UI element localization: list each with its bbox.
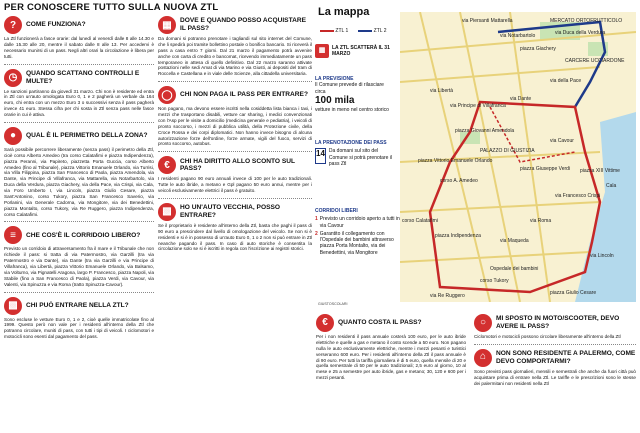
faq-question: CHE COS'È IL CORRIDOIO LIBERO? xyxy=(26,231,141,239)
faq-answer: I residenti pagano 90 euro annuali invece di 100 per le auto tradizionali. Tutte le auto ibride, a metano e Gpl pagano 50 euro annui, mentre per i veicoli esclusivamente elettrici il pass è gratuito. xyxy=(158,176,312,193)
corridors-title: CORRIDOI LIBERI xyxy=(315,208,358,214)
faq-item xyxy=(4,297,154,341)
faq-answer: Se il proprietario è residente all'interno della Ztl, basta che paghi il pass di 90 euro a prescindere dal livello di omologazione del veicolo. Se non si è residenti e si è in possesso di un'auto Euro 0, 1 o 2 non si può entrare in Ztl neanche pagando il pass. In caso di auto storiche è consentita la circolazione solo se si è iscritti in regola con l'iscrizione ai registri storici. xyxy=(158,222,312,252)
booking-callout xyxy=(315,140,395,167)
faq-question: HO UN'AUTO VECCHIA, POSSO ENTRARE? xyxy=(180,204,280,219)
map-label: piazza Vittorio Emanuele Orlando xyxy=(418,158,493,164)
faq-item xyxy=(4,127,154,218)
map-label: CARCERE UCCIARDONE xyxy=(565,58,625,64)
map-label: via Roma xyxy=(530,218,552,224)
faq-question: COME FUNZIONA? xyxy=(26,21,86,29)
faq-item xyxy=(158,156,312,194)
map-label: piazza Indipendenza xyxy=(435,233,481,239)
map-title: La mappa xyxy=(318,6,370,18)
map-label: piazza Giovanni Amendola xyxy=(455,128,515,134)
car-old-icon: ▩ xyxy=(158,203,176,221)
faq-item xyxy=(474,314,636,340)
map-label: Ospedale dei bambini xyxy=(490,266,539,272)
map-label: piazza XIII Vittime xyxy=(580,168,620,174)
credit: GIUSTOSCOLARI xyxy=(318,302,348,306)
map-label: piazza Giuseppe Verdi xyxy=(520,166,571,172)
faq-item xyxy=(474,349,636,387)
faq-answer: Ciclomotori e motocicli possono circolare liberamente all'interno della Ztl xyxy=(474,334,621,339)
faq-item xyxy=(4,226,154,287)
map-label: Cala xyxy=(606,183,617,189)
map-label: MERCATO ORTOFRUTTICOLO xyxy=(550,18,623,24)
faq-question: QUAL È IL PERIMETRO DELLA ZONA? xyxy=(26,132,148,140)
map-legend xyxy=(320,28,387,34)
map-label: corso A. Amedeo xyxy=(440,178,478,184)
map-label: via Dante xyxy=(510,96,532,102)
car-icon: ▩ xyxy=(4,297,22,315)
faq-item xyxy=(158,203,312,252)
faq-item xyxy=(158,16,312,77)
city-map xyxy=(400,12,636,302)
faq-question: DOVE E QUANDO POSSO ACQUISTARE IL PASS? xyxy=(180,17,307,32)
calendar-icon: ▦ xyxy=(315,44,329,58)
faq-answer: Sono escluse le vetture Euro 0, 1 e 2, cioè quelle immatricolate fino al 1999. Questo però non vale per i residenti all'interno della Ztl che potranno circolare, muniti di pass, con tutti i tipi di veicoli. I ciclomotori e motocicli sono esenti dal pagamento del pass. xyxy=(4,316,154,340)
map-label: via Duca della Verdura xyxy=(555,30,606,36)
faq-answer: Le sanzioni partiranno da giovedì 31 marzo. Chi non è residente ed entra in Ztl con un'auto omologata Euro 0, 1 e 2 pagherà un verbale da 164 euro, chi entra con un mezzo Euro 3 o successivi senza il pass pagherà invece 41 euro. Stessa cifra per chi sosta in Ztl senza pass nelle fasce orarie in cui è attiva. xyxy=(4,88,154,117)
forecast-value: 100 mila xyxy=(315,94,355,106)
home-icon: ⌂ xyxy=(474,349,492,367)
faq-answer: Non pagano, ma devono essere iscritti nella cosiddetta lista bianca i taxi, i mezzi che trasportano disabili, vetture car sharing, i medici convenzionati con l'Asp per le visite a domicilio (medicina generale e pediatria), i veicoli di pronto soccorso, i mezzi di pubblica utilità, della Protezione civile, della Croce Rossa e dei corpi diplomatici. Non hanno invece bisogno di alcuna autorizzazione forze dell'ordine, forze armate, vigili del fuoco, servizi di pronto soccorso, autobus. xyxy=(158,106,312,147)
faq-answer: Sarà possibile percorrere liberamente (senza pass) il perimetro della Ztl, cioè corso Alberto Amedeo (tra corso Calatafimi e piazza Indipendenza), piazza Peranni, via Papireto, piazzetta Porta Guccia, corso Alberto Amedeo (fino al Tribunale), piazza Vittorio Emanuele Orlando, via Turrisi, via Villa Filippina, piazza San Francesco di Paola, piazza Amendola, via Dante, via Principe di Villafranca, via Mattarella, via Notarbartolo, via Duca della Verdura, piazza Giachery, via della Pace, via Crispi, via Cala, via Foro Umberto I, via Lincoln, piazza Giulio Cesare, piazza Sant'Antonino, corso Tukory, piazza San Francesco Saverio, via Porlanini, via Generale Cadorna, via Mongitore, via dei Benedettini, piazza Montalto, corso Tukory, via Re Ruggero, piazza Indipendenza, corso Calatafimi. xyxy=(4,146,154,217)
faq-answer: La Ztl funzionerà a fasce orarie: dal lunedì al venerdì dalle 8 alle 14.30 e dalle 15.30 alle 20, mentre il sabato dalle 8 alle 13. Per accedervi è necessario munirsi di un pass. Negli altri orari la circolazione è libera per tutti. xyxy=(4,36,154,59)
map-label: via Notarbartolo xyxy=(500,33,536,39)
euro-icon: € xyxy=(158,156,176,174)
faq-question: CHI NON PAGA IL PASS PER ENTRARE? xyxy=(180,91,308,99)
map-pin-icon: ● xyxy=(4,127,22,145)
corridor-2: Garantito il collegamento con l'Ospedale dei bambini attraverso piazza Porta Montalto, via dei Benedettini, via Mongitore xyxy=(319,230,394,256)
faq-item xyxy=(4,69,154,118)
faq-question: CHI HA DIRITTO ALLO SCONTO SUL PASS? xyxy=(180,157,295,173)
map-label: via della Pace xyxy=(550,78,582,84)
middle-column xyxy=(158,12,312,432)
booking-day: 14 xyxy=(315,148,326,164)
map-label: piazza Giulio Cesare xyxy=(550,290,597,296)
forecast-text: Il Comune prevede di rilasciare circa xyxy=(315,82,384,95)
faq-answer: Da domani si potranno prenotare i tagliandi sul sito internet del Comune, che li spedirà poi tramite bollettino postale o bonifico bancario. Si riceverà il pass a casa entro 7 giorni. Dal 21 marzo il pagamento potrà avvenire anche con carta di credito e bancomat, ricevendo immediatamente un pass temporaneo in attesa di quello definitivo. Dal 22 marzo saranno attivate postazioni nelle sedi Amat di via Marino e via Giusti, ai depositi del tram di Roccella e Castellana e in viale delle Scienze, alla cittadella universitaria. xyxy=(158,36,312,77)
faq-question: CHI PUÒ ENTRARE NELLA ZTL? xyxy=(26,301,129,309)
map-label: via Libertà xyxy=(430,88,454,94)
map-label: corso Calatafimi xyxy=(402,218,438,224)
map-label: piazza Giachery xyxy=(520,46,556,52)
start-title: LA ZTL SCATTERÀ IL 31 MARZO xyxy=(332,44,390,57)
forecast-sub: vetture in meno nel centro storico xyxy=(315,107,389,114)
faq-question: MI SPOSTO IN MOTO/SCOOTER, DEVO AVERE IL PASS? xyxy=(496,315,620,330)
corridor-1: Previsto un corridoio aperto a tutti in via Cavour xyxy=(319,216,400,229)
ticket-icon: ◯ xyxy=(158,86,176,104)
faq-question: QUANTO COSTA IL PASS? xyxy=(338,319,422,327)
bottom-right-section xyxy=(474,310,636,387)
faq-answer: Previsto un corridoio di attraversamento fra il mare e il Tribunale che non richiede il pass: si tratta di via Patermostro, via Garzilli (tra via Patermostro e via Dante), via Dante (tra via Garzilli e via Principe di Villafranca), via Libertà, piazza Vittorio Emanuele Orlando, via Balsamo, via Volturno, via Pignatelli Aragona, largo P. Francesco, piazza Napoli, via Stabile (fino a San Francesco di Paola), piazza Verdi, via Cavour, via Valenti, via Spinuzza e via Roma (tratto Spinuzza-Cavour). xyxy=(4,246,154,287)
faq-question: QUANDO SCATTANO CONTROLLI E MULTE? xyxy=(26,69,140,85)
left-column xyxy=(4,12,154,432)
euro-icon: € xyxy=(316,314,334,332)
map-label: via Principe di Villafranca xyxy=(450,103,506,109)
map-label: PALAZZO DI GIUSTIZIA xyxy=(480,148,535,154)
forecast-callout xyxy=(315,76,395,114)
map-label: via Piersanti Mattarella xyxy=(462,18,513,24)
clock-icon: ◷ xyxy=(4,69,22,87)
start-callout xyxy=(315,44,395,58)
forecast-title: LA PREVISIONE xyxy=(315,76,354,82)
map-label: corso Tukory xyxy=(480,278,509,284)
road-icon: ≡ xyxy=(4,226,22,244)
map-label: via Cavour xyxy=(550,138,574,144)
map-label: via Francesco Crispi xyxy=(555,193,601,199)
calendar-icon: ▦ xyxy=(158,16,176,34)
corridors-callout: CORRIDOI LIBERI 1 Previsto un corridoio aperto a tutti in via Cavour 2 Garantito il collegamento con l'Ospedale dei bambini attraverso piazza Porta Montalto, via dei Benedettini, via Mongitore xyxy=(315,208,400,256)
cost-section xyxy=(316,310,466,381)
question-icon: ? xyxy=(4,16,22,34)
faq-item xyxy=(4,16,154,60)
map-label: via Lincoln xyxy=(590,253,614,259)
map-label: via Maqueda xyxy=(500,238,529,244)
map-label: via Re Ruggero xyxy=(430,293,465,299)
legend-ztl2: ZTL 2 xyxy=(373,28,387,34)
booking-title: LA PRENOTAZIONE DEI PASS xyxy=(315,140,387,146)
faq-answer: Per i non residenti il pass annuale costerà 100 euro, per le auto ibride elettriche e quelle a gas e metano il costo scende a 50 euro. Non pagano nulla le auto esclusivamente elettriche, mentre i mezzi pesanti e turistici verseranno 600 euro. Per i residenti all'interno della Ztl il pass annuale è di 90 euro. Per tutti la tariffa giornaliera è di 5 euro, quella mensile di 20 e quella semestrale di 50 per le auto tradizionali; 2,5 euro al giorno, 10 al mese e 25 a semestre per auto ibride, gas e metano; 30, 120 e 600 per i mezzi pesanti. xyxy=(316,334,466,381)
page-title: PER CONOSCERE TUTTO SULLA NUOVA ZTL xyxy=(4,2,219,13)
legend-ztl1: ZTL 1 xyxy=(335,28,349,34)
faq-question: NON SONO RESIDENTE A PALERMO, COME DEVO COMPORTARMI? xyxy=(496,350,636,365)
faq-answer: Sono previsti pass giornalieri, mensili e semestrali che anche da fuori città può acquistare prima di entrare nella Ztl. Le tariffe e le prescrizioni sono le stesse dei palermitani non residenti nella Ztl xyxy=(474,368,636,386)
scooter-icon: ○ xyxy=(474,314,492,332)
booking-text: Da domani sul sito del Comune si potrà prenotare il pass Ztl xyxy=(328,148,392,167)
faq-item xyxy=(158,86,312,147)
